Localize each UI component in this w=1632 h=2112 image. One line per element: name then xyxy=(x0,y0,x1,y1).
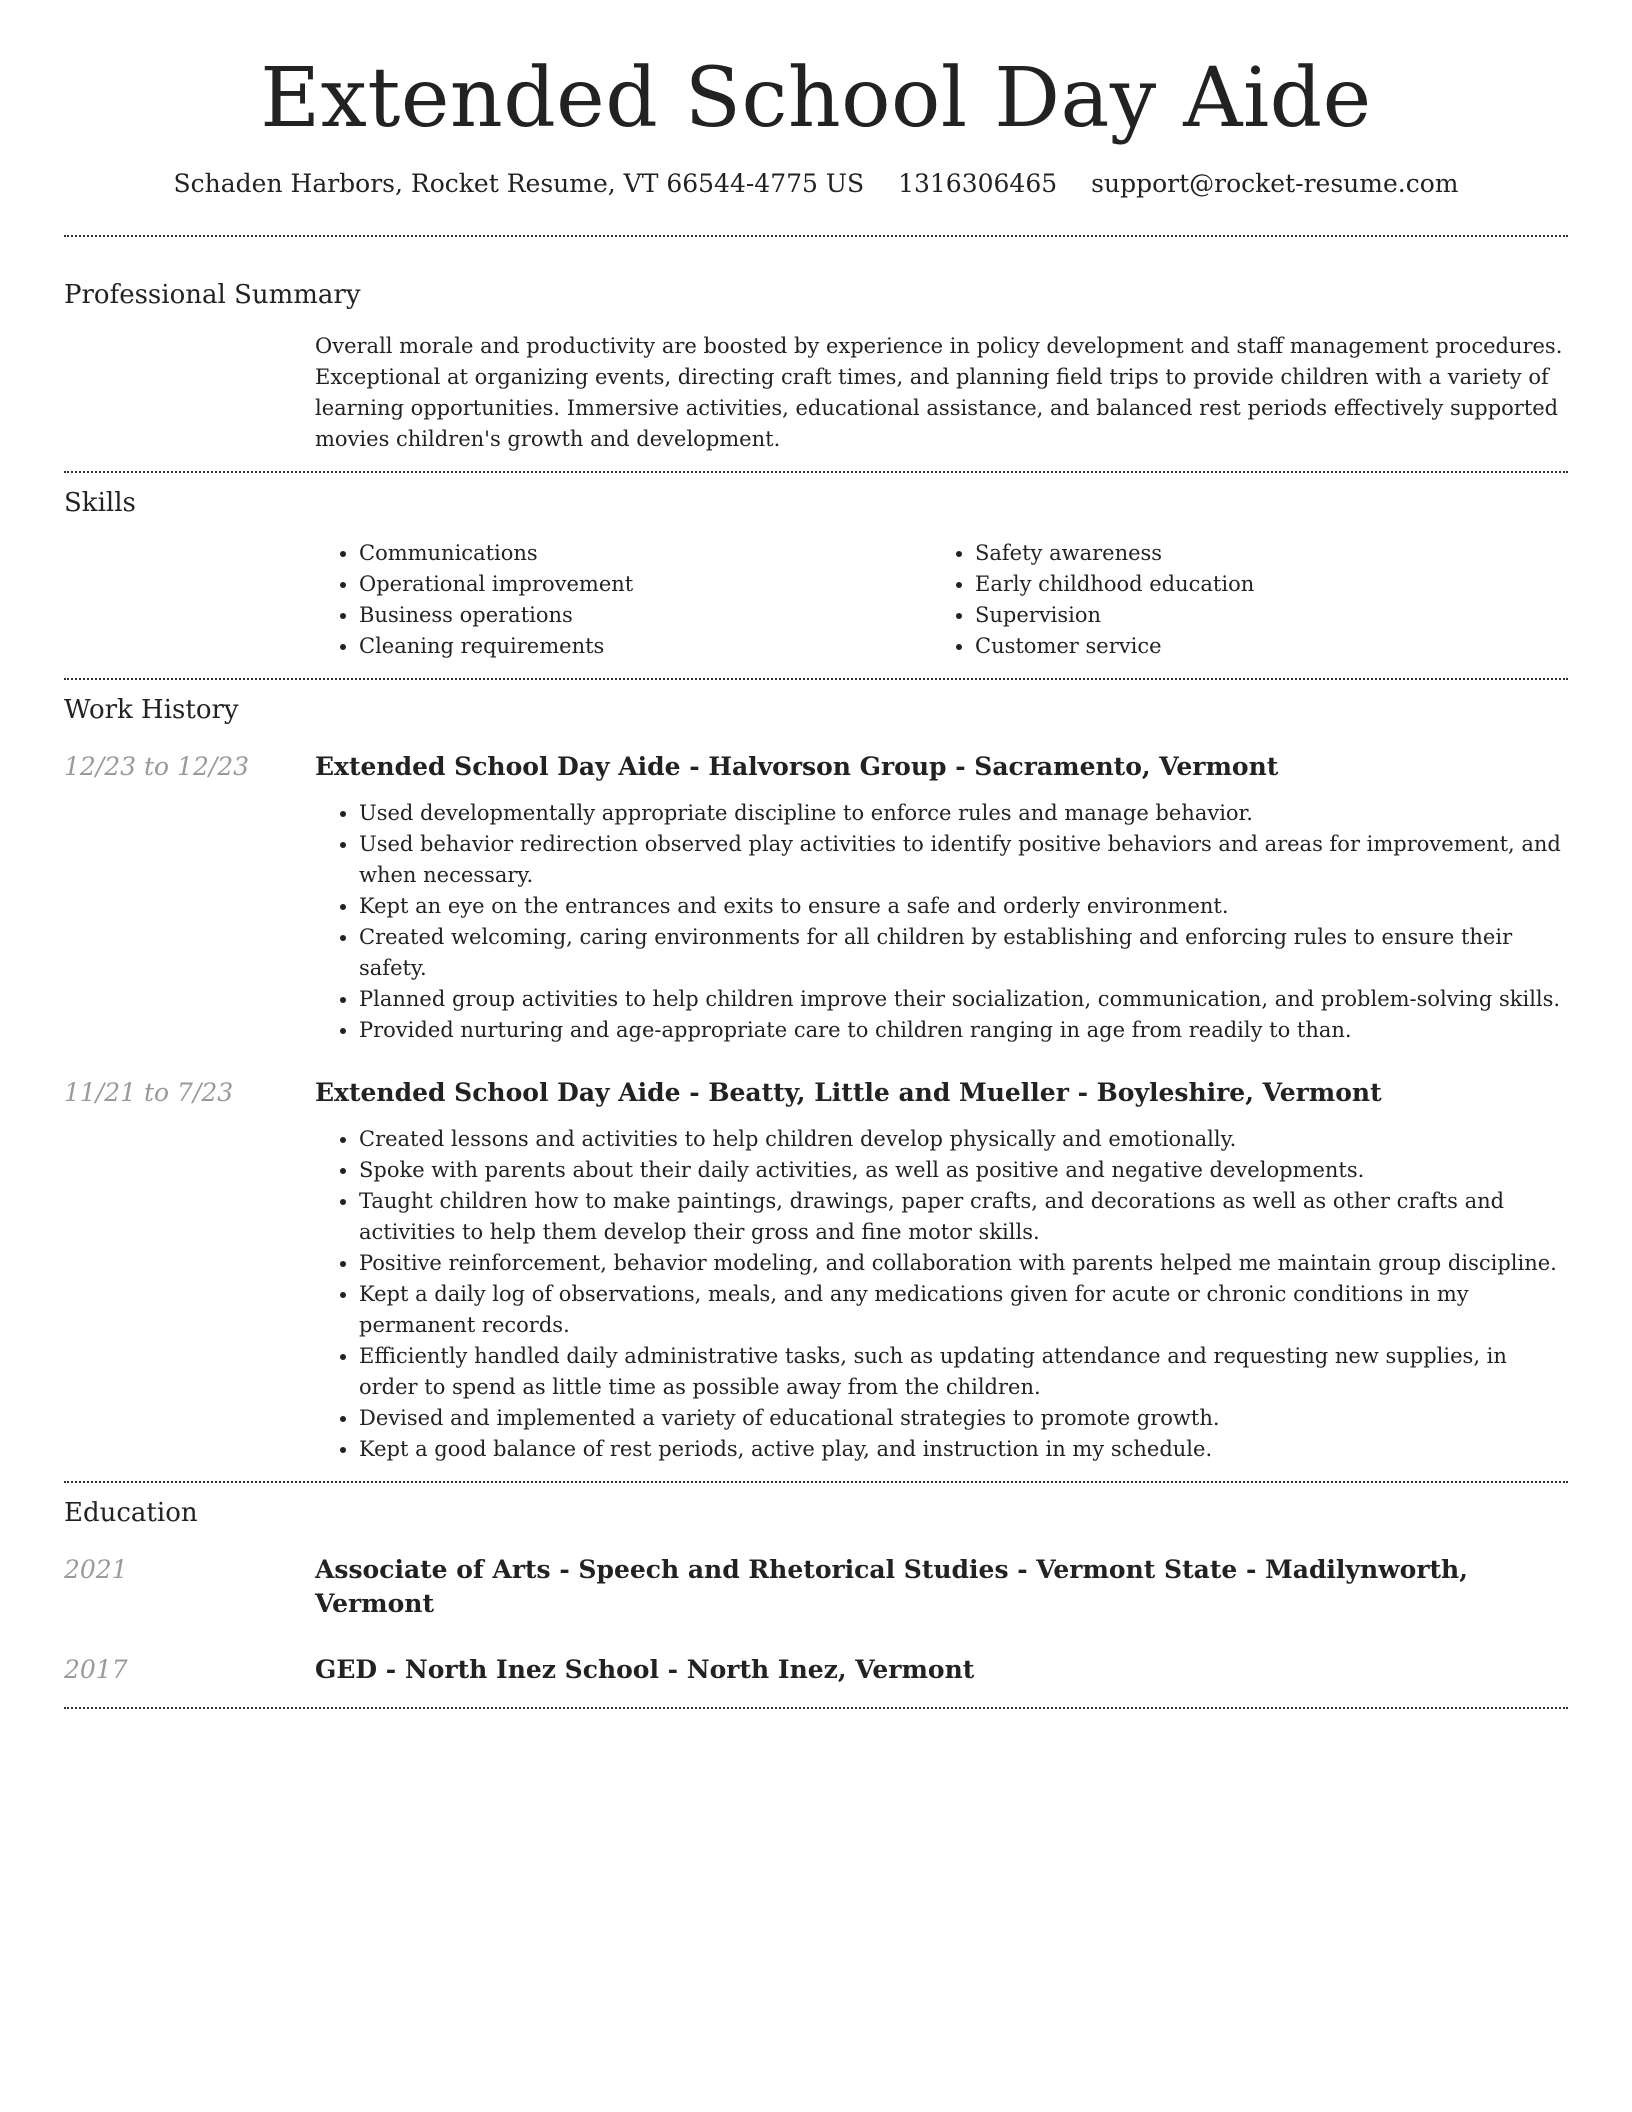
skills-section xyxy=(64,487,1568,663)
work-history-heading: Work History xyxy=(64,695,239,726)
summary-heading: Professional Summary xyxy=(64,279,361,310)
education-title: GED - North Inez School - North Inez, Vermont xyxy=(315,1655,975,1685)
summary-text: Overall morale and productivity are boosted by experience in policy development and staff management procedures. Exceptional at organizing events, directing craft times, and planning field trips to provide children with a variety of learning opportunities. Immersive activities, educational assistance, and balanced rest periods effectively supported movies children's growth and development. xyxy=(315,333,1563,451)
job-bullet: • Positive reinforcement, behavior modeling, and collaboration with parents helped me maintain group discipline. xyxy=(359,1248,1568,1279)
job-dates: 12/23 to 12/23 xyxy=(64,752,250,782)
job-entry xyxy=(64,750,1568,1046)
skill-item: • Cleaning requirements xyxy=(359,631,931,662)
divider xyxy=(64,1481,1568,1483)
skills-heading: Skills xyxy=(64,487,136,518)
divider xyxy=(64,235,1568,237)
divider xyxy=(64,471,1568,473)
job-title: Extended School Day Aide - Beatty, Little and Mueller - Boyleshire, Vermont xyxy=(315,1078,1382,1108)
spacer xyxy=(64,1687,1568,1707)
job-details xyxy=(315,750,1568,1046)
job-bullet: • Provided nurturing and age-appropriate care to children ranging in age from readily to than. xyxy=(359,1015,1568,1046)
skill-item: • Early childhood education xyxy=(975,569,1547,600)
job-bullet: • Spoke with parents about their daily activities, as well as positive and negative developments. xyxy=(359,1155,1568,1186)
job-bullet: • Kept a daily log of observations, meals, and any medications given for acute or chronic conditions in my permanent records. xyxy=(359,1279,1568,1341)
contact-line xyxy=(64,168,1568,201)
education-entry xyxy=(64,1553,1568,1621)
divider xyxy=(64,1707,1568,1709)
skill-item: • Supervision xyxy=(975,600,1547,631)
job-entry xyxy=(64,1076,1568,1465)
job-details xyxy=(315,1076,1568,1465)
job-bullet: • Kept an eye on the entrances and exits to ensure a safe and orderly environment. xyxy=(359,891,1568,922)
education-heading: Education xyxy=(64,1498,198,1529)
education-year: 2017 xyxy=(64,1655,128,1685)
job-bullets xyxy=(315,798,1568,1046)
job-bullet: • Created lessons and activities to help children develop physically and emotionally. xyxy=(359,1124,1568,1155)
job-bullets xyxy=(315,1124,1568,1465)
job-bullet: • Used behavior redirection observed play activities to identify positive behaviors and areas for improvement, and when necessary. xyxy=(359,829,1568,891)
skill-item: • Communications xyxy=(359,538,931,569)
job-bullet: • Used developmentally appropriate discipline to enforce rules and manage behavior. xyxy=(359,798,1568,829)
job-bullet: • Created welcoming, caring environments for all children by establishing and enforcing rules to ensure their safety. xyxy=(359,922,1568,984)
skill-item: • Operational improvement xyxy=(359,569,931,600)
work-history-section xyxy=(64,694,1568,1481)
job-dates: 11/21 to 7/23 xyxy=(64,1078,234,1108)
education-entry xyxy=(64,1653,1568,1687)
education-section xyxy=(64,1497,1568,1707)
contact-phone: 1316306465 xyxy=(898,169,1058,199)
job-bullet: • Kept a good balance of rest periods, active play, and instruction in my schedule. xyxy=(359,1434,1568,1465)
education-year: 2021 xyxy=(64,1555,128,1585)
job-bullet: • Planned group activities to help children improve their socialization, communication, and problem-solving skills. xyxy=(359,984,1568,1015)
job-bullet: • Devised and implemented a variety of educational strategies to promote growth. xyxy=(359,1403,1568,1434)
skills-grid xyxy=(315,538,1568,662)
contact-email: support@rocket-resume.com xyxy=(1091,169,1459,199)
education-title: Associate of Arts - Speech and Rhetorical Studies - Vermont State - Madilynworth, Vermont xyxy=(315,1555,1468,1619)
skill-item: • Customer service xyxy=(975,631,1547,662)
education-details xyxy=(315,1553,1568,1621)
job-bullet: • Taught children how to make paintings, drawings, paper crafts, and decorations as well as other crafts and activities to help them develop their gross and fine motor skills. xyxy=(359,1186,1568,1248)
skills-column-right xyxy=(931,538,1547,662)
divider xyxy=(64,678,1568,680)
summary-section xyxy=(64,279,1568,455)
contact-address: Schaden Harbors, Rocket Resume, VT 66544-4775 US xyxy=(173,169,865,199)
job-title: Extended School Day Aide - Halvorson Group - Sacramento, Vermont xyxy=(315,752,1279,782)
education-details xyxy=(315,1653,1568,1687)
skill-item: • Safety awareness xyxy=(975,538,1547,569)
skills-column-left xyxy=(315,538,931,662)
spacer xyxy=(64,1465,1568,1481)
skill-item: • Business operations xyxy=(359,600,931,631)
job-bullet: • Efficiently handled daily administrative tasks, such as updating attendance and requesting new supplies, in order to spend as little time as possible away from the children. xyxy=(359,1341,1568,1403)
candidate-name: Extended School Day Aide xyxy=(260,51,1372,146)
